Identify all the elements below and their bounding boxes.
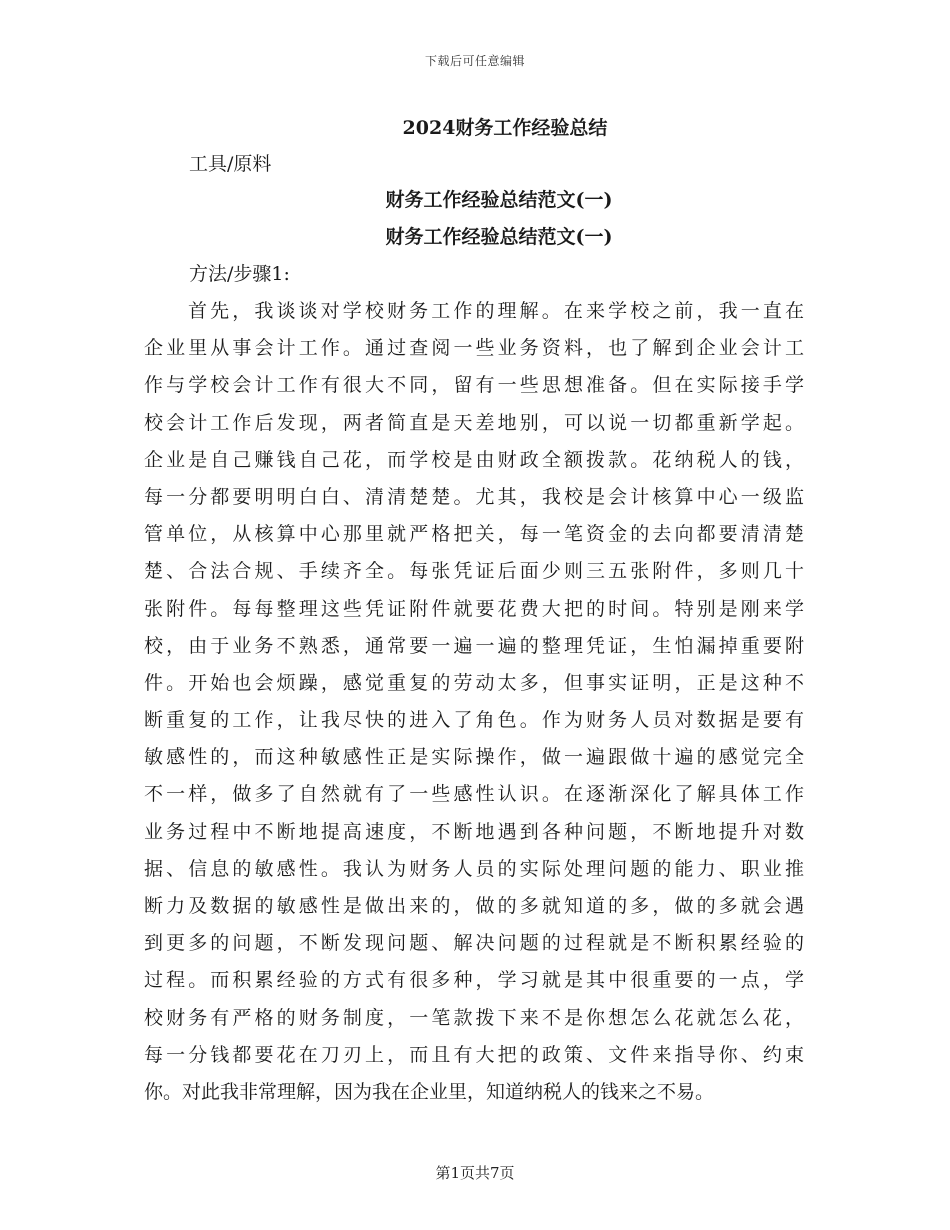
- subtitle-first: 财务工作经验总结范文(一): [385, 189, 613, 211]
- body-line: 每一分钱都要花在刀刃上，而且有大把的政策、文件来指导你、约束: [144, 1043, 804, 1066]
- body-line: 敏感性的，而这种敏感性正是实际操作，做一遍跟做十遍的感觉完全: [144, 746, 804, 769]
- body-line: 不一样，做多了自然就有了一些感性认识。在逐渐深化了解具体工作: [144, 783, 804, 806]
- document-title: 2024财务工作经验总结: [402, 117, 608, 139]
- body-line: 到更多的问题，不断发现问题、解决问题的过程就是不断积累经验的: [144, 932, 804, 955]
- page-number-footer: 第1页共7页: [435, 1164, 515, 1182]
- body-line: 校，由于业务不熟悉，通常要一遍一遍的整理凭证，生怕漏掉重要附: [144, 634, 804, 657]
- body-line: 据、信息的敏感性。我认为财务人员的实际处理问题的能力、职业推: [144, 857, 804, 880]
- body-line: 断重复的工作，让我尽快的进入了角色。作为财务人员对数据是要有: [144, 709, 804, 732]
- body-line: 校财务有严格的财务制度，一笔款拨下来不是你想怎么花就怎么花，: [144, 1006, 804, 1029]
- body-line: 你。对此我非常理解，因为我在企业里，知道纳税人的钱来之不易。: [144, 1080, 715, 1103]
- steps-label: 方法/步骤1:: [189, 263, 290, 285]
- body-line: 张附件。每每整理这些凭证附件就要花费大把的时间。特别是刚来学: [144, 597, 804, 620]
- body-paragraph: [144, 296, 804, 1114]
- body-line: 件。开始也会烦躁，感觉重复的劳动太多，但事实证明，正是这种不: [144, 671, 804, 694]
- body-line: 管单位，从核算中心那里就严格把关，每一笔资金的去向都要清清楚: [144, 523, 804, 546]
- body-line: 过程。而积累经验的方式有很多种，学习就是其中很重要的一点，学: [144, 969, 804, 992]
- body-line: 每一分都要明明白白、清清楚楚。尤其，我校是会计核算中心一级监: [144, 485, 804, 508]
- body-line: 校会计工作后发现，两者简直是天差地别，可以说一切都重新学起。: [144, 411, 804, 434]
- body-line: 首先，我谈谈对学校财务工作的理解。在来学校之前，我一直在: [188, 300, 804, 322]
- body-line: 作与学校会计工作有很大不同，留有一些思想准备。但在实际接手学: [144, 374, 804, 397]
- body-line: 企业里从事会计工作。通过查阅一些业务资料，也了解到企业会计工: [144, 337, 804, 360]
- page-header: 下载后可任意编辑: [424, 54, 525, 68]
- body-line: 企业是自己赚钱自己花，而学校是由财政全额拨款。花纳税人的钱，: [144, 448, 804, 471]
- body-line: 业务过程中不断地提高速度，不断地遇到各种问题，不断地提升对数: [144, 820, 804, 843]
- subtitle-second: 财务工作经验总结范文(一): [385, 226, 613, 248]
- body-line: 断力及数据的敏感性是做出来的，做的多就知道的多，做的多就会遇: [144, 895, 804, 917]
- tools-label: 工具/原料: [189, 153, 272, 175]
- body-line: 楚、合法合规、手续齐全。每张凭证后面少则三五张附件，多则几十: [144, 560, 804, 583]
